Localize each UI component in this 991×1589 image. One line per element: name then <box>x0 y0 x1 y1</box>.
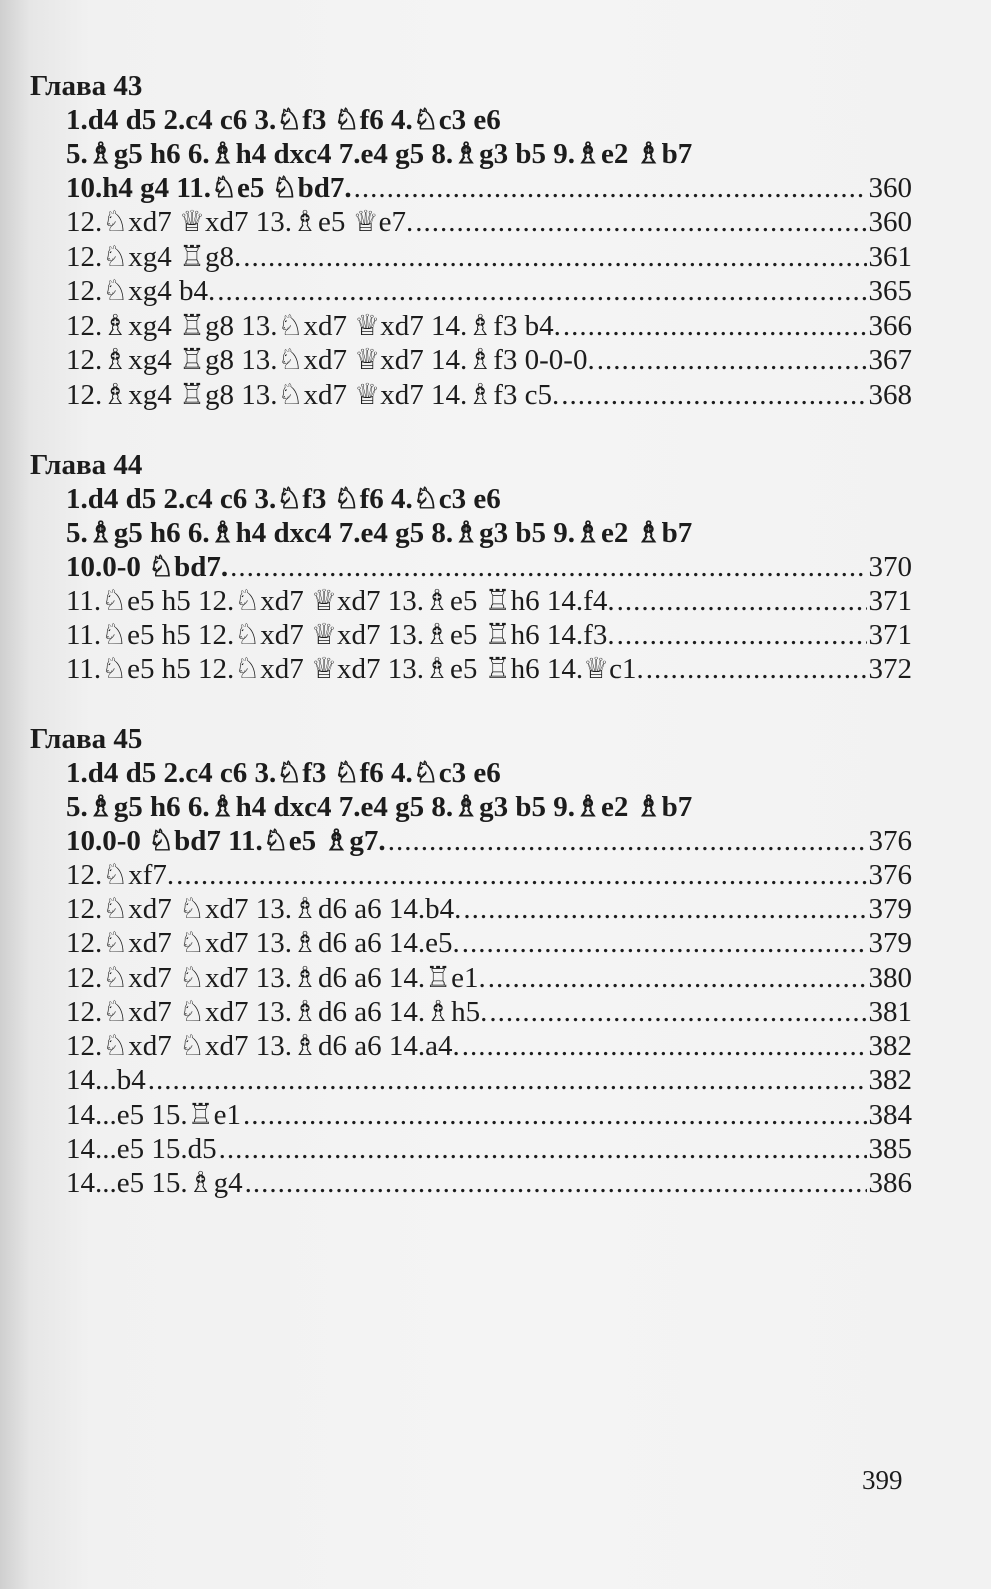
main-line: 1.d4 d5 2.c4 c6 3.♘f3 ♘f6 4.♘c3 e6 <box>66 104 501 136</box>
entry-moves: 12.♘xd7 ♕xd7 13.♗e5 ♕e7. <box>66 206 414 238</box>
dot-leader <box>176 858 866 892</box>
entry-moves: 12.♘xd7 ♘xd7 13.♗d6 a6 14.a4. <box>66 1030 460 1062</box>
dot-leader <box>563 309 867 343</box>
entry-page: 385 <box>868 1133 912 1165</box>
entry-moves: 12.♘xg4 b4. <box>66 275 216 307</box>
entry-moves: 14...b4 <box>66 1064 146 1096</box>
toc-entry <box>66 205 912 239</box>
toc-entry <box>66 995 912 1029</box>
entry-page: 368 <box>868 379 912 411</box>
dot-leader <box>561 378 866 412</box>
dot-leader <box>245 1166 867 1200</box>
entry-page: 376 <box>868 825 912 857</box>
entry-moves: 12.♗xg4 ♖g8 13.♘xd7 ♕xd7 14.♗f3 0-0-0. <box>66 344 595 376</box>
toc-entry <box>66 1029 912 1063</box>
toc-entry <box>66 824 912 858</box>
dot-leader <box>617 584 867 618</box>
entry-page: 371 <box>868 619 912 651</box>
entry-page: 381 <box>868 996 912 1028</box>
entry-page: 372 <box>868 653 912 685</box>
entry-page: 370 <box>868 551 912 583</box>
dot-leader <box>388 824 867 858</box>
toc-entry <box>66 892 912 926</box>
dot-leader <box>415 205 866 239</box>
entry-page: 367 <box>868 344 912 376</box>
entry-page: 379 <box>868 893 912 925</box>
dot-leader <box>597 343 867 377</box>
toc-entry <box>66 378 912 412</box>
toc-entry <box>66 1166 912 1200</box>
toc-entry <box>66 309 912 343</box>
dot-leader <box>217 274 866 308</box>
dot-leader <box>243 240 866 274</box>
entry-moves: 12.♘xd7 ♘xd7 13.♗d6 a6 14.b4. <box>66 893 462 925</box>
entry-moves: 14...e5 15.♗g4 <box>66 1167 243 1199</box>
page-number: 399 <box>862 1465 903 1495</box>
dot-leader <box>243 1098 867 1132</box>
dot-leader <box>489 995 866 1029</box>
dot-leader <box>354 171 867 205</box>
entry-page: 361 <box>868 241 912 273</box>
entry-page: 366 <box>868 310 912 342</box>
entry-moves: 10.0-0 ♘bd7 11.♘e5 ♗g7. <box>66 825 386 857</box>
main-line: 5.♗g5 h6 6.♗h4 dxc4 7.e4 g5 8.♗g3 b5 9.♗e2 ♗b7 <box>66 791 693 823</box>
toc-entry <box>66 961 912 995</box>
entry-page: 379 <box>868 927 912 959</box>
dot-leader <box>219 1132 867 1166</box>
dot-leader <box>148 1063 867 1097</box>
entry-page: 376 <box>868 859 912 891</box>
dot-leader <box>462 926 867 960</box>
entry-page: 382 <box>868 1030 912 1062</box>
toc-entry <box>66 652 912 686</box>
entry-moves: 12.♘xf7. <box>66 859 175 891</box>
toc-entry <box>66 618 912 652</box>
toc-entry <box>66 1063 912 1097</box>
chapter-title: Глава 45 <box>30 723 143 755</box>
entry-moves: 10.h4 g4 11.♘e5 ♘bd7. <box>66 172 352 204</box>
toc-entry <box>66 343 912 377</box>
entry-moves: 12.♘xd7 ♘xd7 13.♗d6 a6 14.♗h5. <box>66 996 488 1028</box>
entry-page: 360 <box>868 206 912 238</box>
entry-page: 380 <box>868 962 912 994</box>
entry-moves: 12.♘xd7 ♘xd7 13.♗d6 a6 14.♖e1. <box>66 962 486 994</box>
entry-page: 360 <box>868 172 912 204</box>
dot-leader <box>646 652 867 686</box>
entry-moves: 10.0-0 ♘bd7. <box>66 551 229 583</box>
dot-leader <box>488 961 867 995</box>
dot-leader <box>463 892 866 926</box>
entry-moves: 12.♗xg4 ♖g8 13.♘xd7 ♕xd7 14.♗f3 c5. <box>66 379 560 411</box>
entry-page: 386 <box>868 1167 912 1199</box>
entry-page: 365 <box>868 275 912 307</box>
entry-page: 371 <box>868 585 912 617</box>
main-line: 5.♗g5 h6 6.♗h4 dxc4 7.e4 g5 8.♗g3 b5 9.♗e2 ♗b7 <box>66 517 693 549</box>
main-line: 1.d4 d5 2.c4 c6 3.♘f3 ♘f6 4.♘c3 e6 <box>66 483 501 515</box>
toc-entry <box>66 550 912 584</box>
dot-leader <box>230 550 866 584</box>
dot-leader <box>462 1029 867 1063</box>
toc-entry <box>66 171 912 205</box>
entry-moves: 11.♘e5 h5 12.♘xd7 ♕xd7 13.♗e5 ♖h6 14.f4. <box>66 585 615 617</box>
entry-moves: 12.♗xg4 ♖g8 13.♘xd7 ♕xd7 14.♗f3 b4. <box>66 310 561 342</box>
toc-entry <box>66 858 912 892</box>
dot-leader <box>617 618 867 652</box>
entry-page: 384 <box>868 1099 912 1131</box>
toc-entry <box>66 1132 912 1166</box>
entry-page: 382 <box>868 1064 912 1096</box>
toc-entry <box>66 274 912 308</box>
entry-moves: 14...e5 15.d5 <box>66 1133 217 1165</box>
chapter-title: Глава 44 <box>30 449 143 481</box>
main-line: 1.d4 d5 2.c4 c6 3.♘f3 ♘f6 4.♘c3 e6 <box>66 757 501 789</box>
toc-entry <box>66 1098 912 1132</box>
chapter-title: Глава 43 <box>30 70 143 102</box>
toc-entry <box>66 926 912 960</box>
toc-entry <box>66 584 912 618</box>
entry-moves: 11.♘e5 h5 12.♘xd7 ♕xd7 13.♗e5 ♖h6 14.f3. <box>66 619 615 651</box>
main-line: 5.♗g5 h6 6.♗h4 dxc4 7.e4 g5 8.♗g3 b5 9.♗e2 ♗b7 <box>66 138 693 170</box>
toc-entry <box>66 240 912 274</box>
entry-moves: 12.♘xd7 ♘xd7 13.♗d6 a6 14.e5. <box>66 927 460 959</box>
entry-moves: 14...e5 15.♖e1 <box>66 1099 241 1131</box>
entry-moves: 12.♘xg4 ♖g8. <box>66 241 242 273</box>
entry-moves: 11.♘e5 h5 12.♘xd7 ♕xd7 13.♗e5 ♖h6 14.♕c1. <box>66 653 644 685</box>
